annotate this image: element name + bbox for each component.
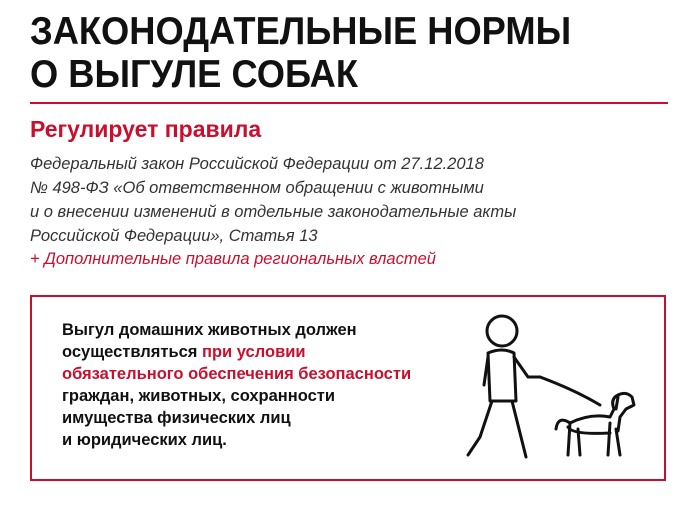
rule-line-4: граждан, животных, сохранности [62,387,335,405]
law-line-1: Федеральный закон Российской Федерации от 27.12.2018 [30,155,484,173]
law-line-2: № 498-ФЗ «Об ответственном обращении с животными [30,179,484,197]
rule-box [30,295,666,481]
rule-line-3-highlight: обязательного обеспечения безопасности [62,365,412,383]
section-subtitle: Регулирует правила [30,116,262,142]
person-walking-dog-icon [450,305,650,473]
page-title [30,10,635,96]
rule-line-2-highlight: при условии [202,343,306,361]
law-line-3: и о внесении изменений в отдельные законодательные акты [30,203,517,221]
title-line-1: ЗАКОНОДАТЕЛЬНЫЕ НОРМЫ [30,10,572,53]
regional-rules-note: + Дополнительные правила региональных властей [30,250,436,268]
law-reference [30,152,630,248]
rule-line-5: имущества физических лиц [62,409,291,427]
rule-text [62,319,482,451]
rule-line-1: Выгул домашних животных должен [62,321,357,339]
header-divider [30,102,668,104]
law-line-4: Российской Федерации», Статья 13 [30,227,318,245]
title-line-2: О ВЫГУЛЕ СОБАК [30,53,358,96]
rule-line-2-plain: осуществляться [62,343,203,361]
rule-line-2 [62,341,482,363]
rule-line-6: и юридических лиц. [62,431,227,449]
